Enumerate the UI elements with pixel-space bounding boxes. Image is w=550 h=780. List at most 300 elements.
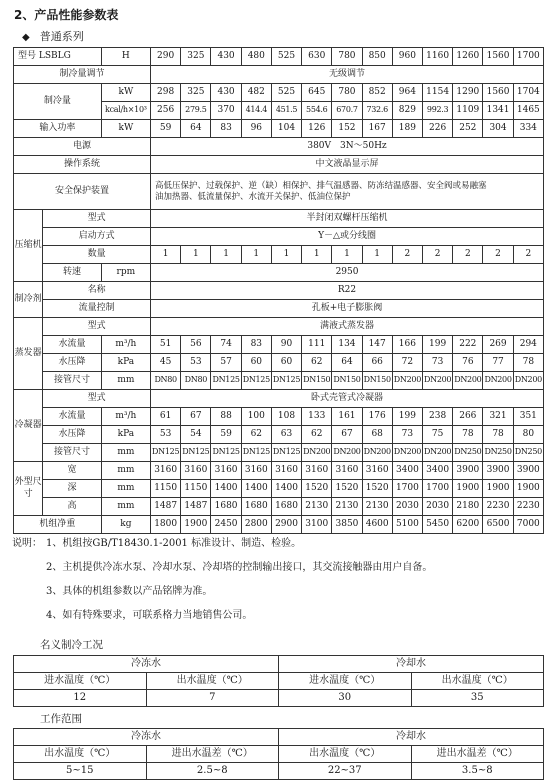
evaporator-type-row	[14, 318, 544, 336]
value-cell: 298	[151, 84, 181, 102]
value-cell: 189	[392, 120, 422, 138]
note-item	[12, 532, 432, 556]
column-header: 出水温度（℃）	[14, 746, 147, 763]
value-cell: 1900	[513, 480, 543, 498]
value-cell: 2130	[302, 498, 332, 516]
value-cell: 90	[271, 336, 301, 354]
value-cell: 1520	[302, 480, 332, 498]
value-cell: 74	[211, 336, 241, 354]
value-cell: 1400	[271, 480, 301, 498]
value-cell: 238	[423, 408, 453, 426]
value-cell: 35	[411, 690, 544, 707]
dimension-width-row	[14, 462, 544, 480]
working-range-table	[13, 728, 544, 780]
cooling-capacity-label: 制冷量	[14, 84, 102, 120]
model-cell: 850	[362, 48, 392, 66]
value-cell: DN250	[483, 444, 513, 462]
diamond-bullet-icon: ◆	[22, 32, 30, 43]
value-cell: 964	[392, 84, 422, 102]
notes-prefix: 说明：	[12, 538, 42, 549]
evaporator-dp-row	[14, 354, 544, 372]
chilled-water-header: 冷冻水	[14, 729, 279, 746]
value-cell: 1109	[453, 102, 483, 120]
series-subtitle	[22, 28, 84, 44]
value-cell: DN200	[362, 444, 392, 462]
value-cell: DN150	[302, 372, 332, 390]
value-cell: 554.6	[302, 102, 332, 120]
capacity-adjust-row	[14, 66, 544, 84]
value-cell: 294	[513, 336, 543, 354]
working-range-label: 工作范围	[40, 713, 82, 725]
value-cell: 53	[181, 354, 211, 372]
value-cell: 22~37	[279, 763, 412, 780]
value-cell: 1800	[151, 516, 181, 534]
value-cell: 1154	[423, 84, 453, 102]
rated-condition-table	[13, 655, 544, 707]
value-cell: 3900	[513, 462, 543, 480]
value-cell: DN125	[151, 444, 181, 462]
value-cell: 279.5	[181, 102, 211, 120]
value-cell: 334	[513, 120, 543, 138]
refrigerant-flow-row	[14, 300, 544, 318]
value-cell: 1465	[513, 102, 543, 120]
cooling-kw-unit: kW	[101, 84, 150, 102]
value-cell: 199	[392, 408, 422, 426]
condenser-flow-unit: m³/h	[101, 408, 150, 426]
safety-line-1: 高低压保护、过载保护、逆（缺）相保护、排气温感器、防冻结温感器、安全阀或易融塞	[155, 180, 487, 191]
value-cell: 62	[241, 426, 271, 444]
notes-block	[12, 532, 432, 628]
value-cell: 1150	[181, 480, 211, 498]
compressor-speed-row	[14, 264, 544, 282]
value-cell: 1	[362, 246, 392, 264]
value-cell: 62	[302, 426, 332, 444]
value-cell: 6200	[453, 516, 483, 534]
value-cell: 1520	[362, 480, 392, 498]
column-header: 进水温度（℃）	[14, 673, 147, 690]
value-cell: 325	[181, 84, 211, 102]
value-cell: 222	[453, 336, 483, 354]
column-header: 出水温度（℃）	[146, 673, 279, 690]
dimensions-group-label: 外型尺寸	[14, 462, 43, 516]
compressor-type-label: 型式	[43, 210, 151, 228]
value-cell: 67	[181, 408, 211, 426]
condenser-type-value: 卧式壳管式冷凝器	[151, 390, 544, 408]
compressor-speed-label: 转速	[43, 264, 101, 282]
value-cell: DN200	[513, 372, 543, 390]
value-cell: 134	[332, 336, 362, 354]
value-cell: 7	[146, 690, 279, 707]
rated-condition-label: 名义制冷工况	[40, 639, 103, 651]
value-cell: 482	[241, 84, 271, 102]
section-title: 2、产品性能参数表	[14, 8, 119, 22]
value-cell: 829	[392, 102, 422, 120]
model-row	[14, 48, 544, 66]
power-supply-row	[14, 138, 544, 156]
value-cell: 2230	[513, 498, 543, 516]
model-cell: 1700	[513, 48, 543, 66]
value-cell: 321	[483, 408, 513, 426]
series-subtitle-text: 普通系列	[39, 30, 84, 43]
column-header: 出水温度（℃）	[411, 673, 544, 690]
value-cell: 2130	[362, 498, 392, 516]
model-cell: 630	[302, 48, 332, 66]
value-cell: 1487	[151, 498, 181, 516]
value-cell: DN200	[302, 444, 332, 462]
value-cell: 1704	[513, 84, 543, 102]
value-cell: 78	[483, 426, 513, 444]
dimension-depth-row	[14, 480, 544, 498]
model-cell: 1260	[453, 48, 483, 66]
value-cell: 83	[241, 336, 271, 354]
value-cell: 1	[302, 246, 332, 264]
note-item: 3、具体的机组参数以产品铭牌为准。	[46, 586, 213, 597]
value-cell: 780	[332, 84, 362, 102]
value-cell: 1	[181, 246, 211, 264]
safety-value	[151, 174, 544, 210]
input-power-unit: kW	[101, 120, 150, 138]
value-cell: 2030	[392, 498, 422, 516]
value-cell: 96	[241, 120, 271, 138]
value-cell: 78	[453, 426, 483, 444]
value-cell: 3850	[332, 516, 362, 534]
value-cell: 1487	[181, 498, 211, 516]
column-header: 出水温度（℃）	[279, 746, 412, 763]
value-cell: 78	[513, 354, 543, 372]
value-cell: 2	[513, 246, 543, 264]
value-cell: 2450	[211, 516, 241, 534]
safety-line-2: 油加热器、低流量保护、水流开关保护、低油位保护	[155, 191, 351, 202]
cooling-water-header: 冷却水	[279, 729, 544, 746]
note-item: 4、如有特殊要求，可联系格力当地销售公司。	[46, 610, 253, 621]
value-cell: 2	[392, 246, 422, 264]
value-cell: DN250	[513, 444, 543, 462]
value-cell: 108	[271, 408, 301, 426]
performance-parameter-table	[13, 47, 544, 534]
dimension-depth-label: 深	[43, 480, 101, 498]
safety-row	[14, 174, 544, 210]
value-cell: 73	[392, 426, 422, 444]
compressor-start-value: Y－△或分线圈	[151, 228, 544, 246]
model-cell: 525	[271, 48, 301, 66]
evaporator-flow-unit: m³/h	[101, 336, 150, 354]
refrigerant-flow-label: 流量控制	[43, 300, 151, 318]
model-cell: 1560	[483, 48, 513, 66]
value-cell: 77	[483, 354, 513, 372]
value-cell: 64	[181, 120, 211, 138]
value-cell: 7000	[513, 516, 543, 534]
value-cell: DN125	[271, 372, 301, 390]
range-header-row	[14, 729, 544, 746]
value-cell: 1700	[392, 480, 422, 498]
refrigerant-name-value: R22	[151, 282, 544, 300]
value-cell: 266	[453, 408, 483, 426]
compressor-type-value: 半封闭双螺杆压缩机	[151, 210, 544, 228]
value-cell: 1400	[241, 480, 271, 498]
value-cell: 3160	[302, 462, 332, 480]
value-cell: 66	[362, 354, 392, 372]
evaporator-pipe-unit: mm	[101, 372, 150, 390]
weight-label: 机组净重	[14, 516, 102, 534]
power-supply-value: 380V 3N～50Hz	[151, 138, 544, 156]
rated-column-row	[14, 673, 544, 690]
value-cell: 62	[302, 354, 332, 372]
range-value-row	[14, 763, 544, 780]
model-cell: 290	[151, 48, 181, 66]
model-label: 型号 LSBLG	[14, 48, 102, 66]
value-cell: 1	[211, 246, 241, 264]
refrigerant-flow-value: 孔板+电子膨胀阀	[151, 300, 544, 318]
value-cell: 72	[392, 354, 422, 372]
value-cell: 451.5	[271, 102, 301, 120]
value-cell: 3160	[271, 462, 301, 480]
model-cell: 1160	[423, 48, 453, 66]
value-cell: 54	[181, 426, 211, 444]
value-cell: 1900	[453, 480, 483, 498]
column-header: 进水温度（℃）	[279, 673, 412, 690]
value-cell: 2	[423, 246, 453, 264]
value-cell: 2	[453, 246, 483, 264]
condenser-group-label: 冷凝器	[14, 390, 43, 462]
value-cell: 370	[211, 102, 241, 120]
note-text: 1、机组按GB/T18430.1-2001 标准设计、制造、检验。	[46, 538, 302, 549]
value-cell: 88	[211, 408, 241, 426]
evaporator-type-value: 满液式蒸发器	[151, 318, 544, 336]
condenser-pipe-row	[14, 444, 544, 462]
value-cell: 645	[302, 84, 332, 102]
value-cell: 226	[423, 120, 453, 138]
column-header: 进出水温差（℃）	[146, 746, 279, 763]
value-cell: 1680	[271, 498, 301, 516]
value-cell: 1400	[211, 480, 241, 498]
value-cell: DN125	[211, 372, 241, 390]
value-cell: 59	[211, 426, 241, 444]
operation-label: 操作系统	[14, 156, 151, 174]
value-cell: 167	[362, 120, 392, 138]
evaporator-dp-unit: kPa	[101, 354, 150, 372]
value-cell: 76	[453, 354, 483, 372]
value-cell: DN200	[392, 444, 422, 462]
value-cell: 199	[423, 336, 453, 354]
compressor-start-row	[14, 228, 544, 246]
value-cell: 1680	[241, 498, 271, 516]
value-cell: 5100	[392, 516, 422, 534]
rated-value-row	[14, 690, 544, 707]
value-cell: DN80	[181, 372, 211, 390]
compressor-group-label: 压缩机	[14, 210, 43, 282]
condenser-dp-row	[14, 426, 544, 444]
rated-header-row	[14, 656, 544, 673]
value-cell: 5~15	[14, 763, 147, 780]
value-cell: 68	[362, 426, 392, 444]
value-cell: 1900	[181, 516, 211, 534]
evaporator-group-label: 蒸发器	[14, 318, 43, 390]
evaporator-flow-label: 水流量	[43, 336, 101, 354]
value-cell: 351	[513, 408, 543, 426]
value-cell: 3400	[423, 462, 453, 480]
refrigerant-name-row	[14, 282, 544, 300]
value-cell: DN200	[392, 372, 422, 390]
value-cell: 1290	[453, 84, 483, 102]
dimension-width-label: 宽	[43, 462, 101, 480]
value-cell: 57	[211, 354, 241, 372]
compressor-speed-unit: rpm	[101, 264, 150, 282]
note-item: 2、主机提供冷冻水泵、冷却水泵、冷却塔的控制输出接口，其交流接触器由用户自备。	[46, 562, 433, 573]
value-cell: 670.7	[332, 102, 362, 120]
value-cell: 3900	[483, 462, 513, 480]
value-cell: 3100	[302, 516, 332, 534]
value-cell: 525	[271, 84, 301, 102]
value-cell: 252	[453, 120, 483, 138]
value-cell: 2230	[483, 498, 513, 516]
value-cell: 3900	[453, 462, 483, 480]
value-cell: 2130	[332, 498, 362, 516]
value-cell: 1700	[423, 480, 453, 498]
condenser-pipe-label: 接管尺寸	[43, 444, 101, 462]
value-cell: 256	[151, 102, 181, 120]
condenser-dp-unit: kPa	[101, 426, 150, 444]
value-cell: DN125	[211, 444, 241, 462]
value-cell: 269	[483, 336, 513, 354]
value-cell: 3160	[332, 462, 362, 480]
dimension-height-row	[14, 498, 544, 516]
dimension-width-unit: mm	[101, 462, 150, 480]
value-cell: 1	[151, 246, 181, 264]
evaporator-flow-row	[14, 336, 544, 354]
value-cell: 2180	[453, 498, 483, 516]
cooling-kcal-unit: kcal/h×10³	[101, 102, 150, 120]
value-cell: DN200	[483, 372, 513, 390]
compressor-type-row	[14, 210, 544, 228]
input-power-row	[14, 120, 544, 138]
value-cell: 1	[332, 246, 362, 264]
value-cell: 111	[302, 336, 332, 354]
value-cell: 1	[241, 246, 271, 264]
condenser-type-row	[14, 390, 544, 408]
compressor-qty-row	[14, 246, 544, 264]
value-cell: DN125	[181, 444, 211, 462]
capacity-adjust-value: 无级调节	[151, 66, 544, 84]
value-cell: 133	[302, 408, 332, 426]
cooling-water-header: 冷却水	[279, 656, 544, 673]
value-cell: 6500	[483, 516, 513, 534]
value-cell: 64	[332, 354, 362, 372]
model-cell: 430	[211, 48, 241, 66]
value-cell: 1	[271, 246, 301, 264]
value-cell: 5450	[423, 516, 453, 534]
value-cell: 56	[181, 336, 211, 354]
value-cell: DN125	[271, 444, 301, 462]
dimension-depth-unit: mm	[101, 480, 150, 498]
value-cell: 53	[151, 426, 181, 444]
value-cell: 1520	[332, 480, 362, 498]
value-cell: 147	[362, 336, 392, 354]
value-cell: 60	[241, 354, 271, 372]
model-cell: 960	[392, 48, 422, 66]
chilled-water-header: 冷冻水	[14, 656, 279, 673]
input-power-label: 输入功率	[14, 120, 102, 138]
power-supply-label: 电源	[14, 138, 151, 156]
value-cell: 4600	[362, 516, 392, 534]
value-cell: 992.3	[423, 102, 453, 120]
evaporator-dp-label: 水压降	[43, 354, 101, 372]
value-cell: 3400	[392, 462, 422, 480]
value-cell: 51	[151, 336, 181, 354]
value-cell: 80	[513, 426, 543, 444]
model-unit: H	[101, 48, 150, 66]
value-cell: 12	[14, 690, 147, 707]
weight-row	[14, 516, 544, 534]
value-cell: 2030	[423, 498, 453, 516]
value-cell: DN150	[362, 372, 392, 390]
value-cell: 63	[271, 426, 301, 444]
value-cell: 1900	[483, 480, 513, 498]
value-cell: 3.5~8	[411, 763, 544, 780]
model-cell: 325	[181, 48, 211, 66]
model-cell: 480	[241, 48, 271, 66]
cooling-kw-row	[14, 84, 544, 102]
value-cell: 430	[211, 84, 241, 102]
value-cell: 45	[151, 354, 181, 372]
weight-unit: kg	[101, 516, 150, 534]
dimension-height-unit: mm	[101, 498, 150, 516]
operation-value: 中文液晶显示屏	[151, 156, 544, 174]
value-cell: 126	[302, 120, 332, 138]
refrigerant-group-label: 制冷剂	[14, 282, 43, 318]
value-cell: DN150	[332, 372, 362, 390]
value-cell: 414.4	[241, 102, 271, 120]
condenser-flow-label: 水流量	[43, 408, 101, 426]
value-cell: 3160	[181, 462, 211, 480]
value-cell: 3160	[151, 462, 181, 480]
value-cell: 73	[423, 354, 453, 372]
evaporator-pipe-label: 接管尺寸	[43, 372, 101, 390]
value-cell: DN200	[423, 372, 453, 390]
value-cell: DN250	[453, 444, 483, 462]
value-cell: 59	[151, 120, 181, 138]
value-cell: 100	[241, 408, 271, 426]
value-cell: 3160	[211, 462, 241, 480]
value-cell: DN200	[423, 444, 453, 462]
capacity-adjust-label: 制冷量调节	[14, 66, 151, 84]
condenser-dp-label: 水压降	[43, 426, 101, 444]
value-cell: 2800	[241, 516, 271, 534]
compressor-start-label: 启动方式	[43, 228, 151, 246]
value-cell: 3160	[241, 462, 271, 480]
value-cell: 60	[271, 354, 301, 372]
model-cell: 780	[332, 48, 362, 66]
value-cell: 1680	[211, 498, 241, 516]
value-cell: 67	[332, 426, 362, 444]
value-cell: 61	[151, 408, 181, 426]
value-cell: 852	[362, 84, 392, 102]
operation-row	[14, 156, 544, 174]
value-cell: 176	[362, 408, 392, 426]
condenser-type-label: 型式	[43, 390, 151, 408]
value-cell: 83	[211, 120, 241, 138]
value-cell: 166	[392, 336, 422, 354]
value-cell: DN125	[241, 444, 271, 462]
value-cell: DN125	[241, 372, 271, 390]
range-column-row	[14, 746, 544, 763]
condenser-flow-row	[14, 408, 544, 426]
condenser-pipe-unit: mm	[101, 444, 150, 462]
value-cell: 304	[483, 120, 513, 138]
compressor-qty-label: 数量	[43, 246, 151, 264]
refrigerant-name-label: 名称	[43, 282, 151, 300]
column-header: 进出水温差（℃）	[411, 746, 544, 763]
value-cell: 1560	[483, 84, 513, 102]
